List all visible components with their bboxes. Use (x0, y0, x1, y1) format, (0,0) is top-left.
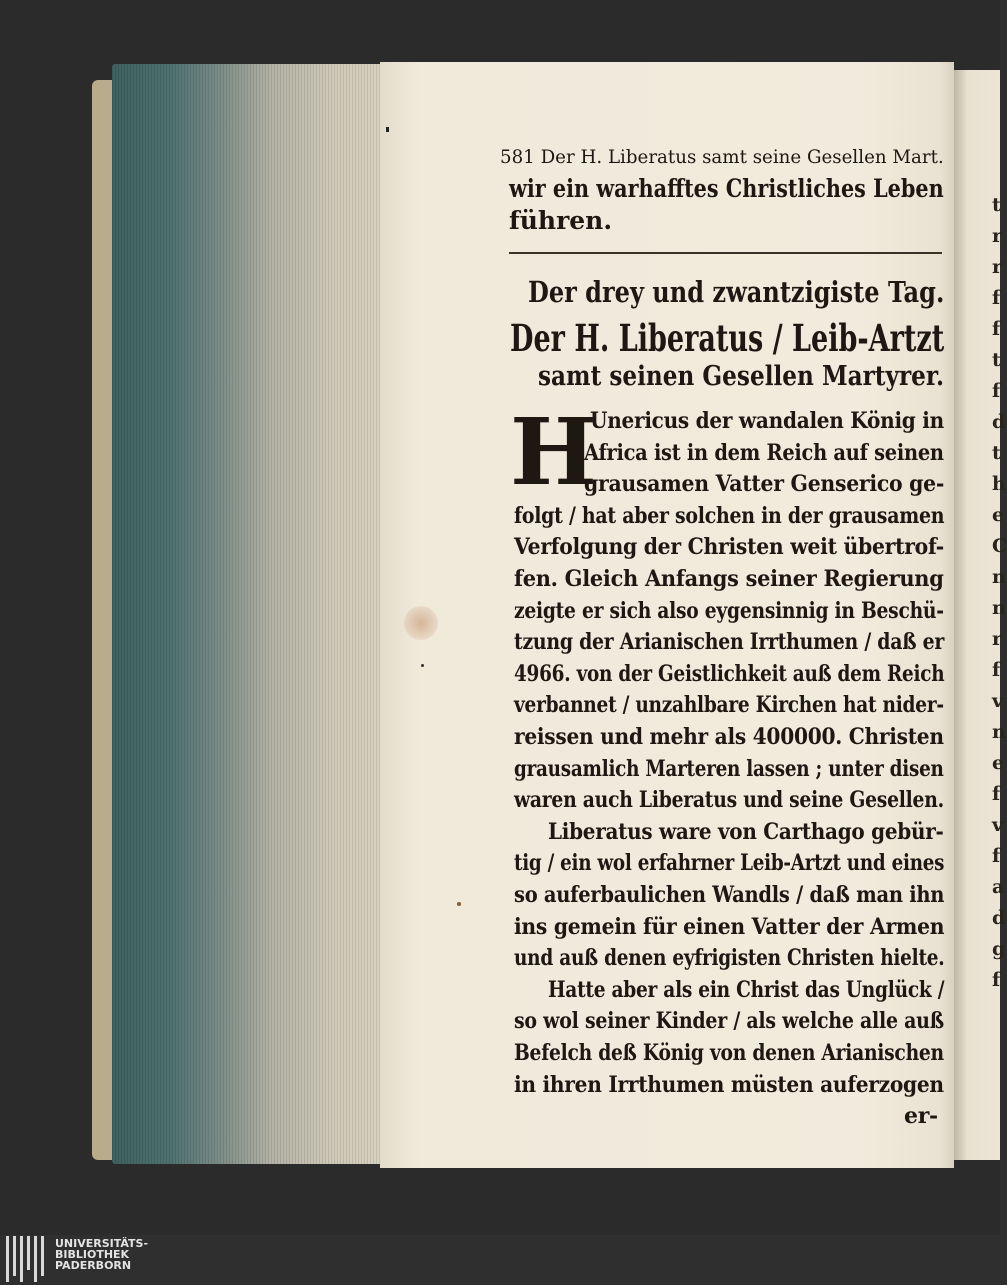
next-page-letter: t (992, 442, 1001, 464)
saint-title: Der H. Liberatus / Leib-Artzt (510, 316, 945, 360)
body-line: Befelch deß König von denen Arianischen (514, 1040, 944, 1066)
body-line: verbannet / unzahlbare Kirchen hat nider- (514, 692, 944, 719)
library-name-line: UNIVERSITÄTS- (55, 1237, 149, 1250)
body-line: ins gemein für einen Vatter der Armen (514, 913, 945, 940)
body-line: 4966. von der Geistlichkeit auß dem Reich (514, 660, 945, 687)
divider-rule (509, 252, 942, 254)
next-page-letters (992, 190, 1007, 996)
body-line: grausamen Vatter Genserico ge- (584, 471, 945, 498)
body-line: grausamlich Marteren lassen ; unter disen (514, 755, 944, 782)
library-name-line: PADERBORN (55, 1259, 132, 1272)
footer-bar (0, 1235, 1000, 1285)
next-page-letter: v (992, 814, 1004, 836)
next-page-letter: n (992, 566, 1006, 588)
next-page-letter: r (992, 628, 1003, 650)
next-page-letter: t (992, 194, 1001, 216)
next-page-letter: d (992, 907, 1006, 929)
body-line: in ihren Irrthumen müsten auferzogen (514, 1071, 944, 1098)
next-page-letter: r (992, 256, 1003, 278)
body-line: und auß denen eyfrigisten Christen hielte. (514, 945, 945, 972)
next-page-letter: v (992, 690, 1004, 712)
body-line: reissen und mehr als 400000. Christen (514, 724, 944, 750)
body-line: fen. Gleich Anfangs seiner Regierung (514, 566, 944, 592)
body-line: Hatte aber als ein Christ das Unglück / (548, 976, 945, 1003)
next-page-letter: f (992, 318, 1001, 340)
next-page-letter: g (992, 938, 1006, 960)
next-page-letter: t (992, 349, 1001, 371)
running-header: 581 Der H. Liberatus samt seine Gesellen Mart. (500, 146, 944, 168)
body-line: tig / ein wol erfahrner Leib-Artzt und eines (514, 850, 945, 877)
body-line: Africa ist in dem Reich auf seinen (584, 439, 944, 466)
next-page-letter: e (992, 504, 1005, 526)
body-line: waren auch Liberatus und seine Gesellen. (514, 787, 944, 814)
ink-mark (457, 902, 461, 906)
library-logo-icon (4, 1236, 48, 1284)
next-page-letter: r (992, 225, 1003, 247)
body-line: Unericus der wandalen König in (590, 408, 944, 434)
next-page-letter: n (992, 597, 1006, 619)
library-name (55, 1238, 148, 1271)
next-page-letter: a (992, 876, 1005, 898)
page-stain (404, 606, 438, 640)
next-page-letter: n (992, 721, 1006, 743)
body-line: Verfolgung der Christen weit übertrof- (514, 534, 944, 561)
carry-line: führen. (509, 206, 613, 235)
body-line: so auferbaulichen Wandls / daß man ihn (514, 882, 945, 908)
next-page-letter: C (992, 535, 1007, 557)
page-edges (112, 64, 384, 1164)
ink-mark (421, 664, 424, 667)
next-page-letter: h (992, 473, 1006, 495)
next-page-letter: f (992, 380, 1001, 402)
body-line: folgt / hat aber solchen in der grausamen (514, 502, 945, 529)
body-line: zeigte er sich also eygensinnig in Beschü- (514, 597, 944, 624)
next-page-letter: f (992, 659, 1001, 681)
library-name-line: BIBLIOTHEK (55, 1248, 130, 1261)
body-line: so wol seiner Kinder / als welche alle auß (514, 1008, 944, 1035)
next-page-letter: f (992, 845, 1001, 867)
next-page-letter: d (992, 411, 1006, 433)
next-page-letter: f (992, 969, 1001, 991)
body-line: er- (904, 1103, 938, 1130)
carry-line: wir ein warhafftes Christliches Leben (509, 174, 944, 203)
ink-mark (386, 127, 389, 132)
body-line: Liberatus ware von Carthago gebür- (548, 818, 944, 845)
next-page-letter: e (992, 752, 1005, 774)
saint-subtitle: samt seinen Gesellen Martyrer. (538, 361, 945, 392)
body-line: tzung der Arianischen Irrthumen / daß er (514, 629, 945, 656)
drop-cap: H (510, 398, 597, 506)
next-page-letter: f (992, 287, 1001, 309)
next-page-letter: f (992, 783, 1001, 805)
day-heading: Der drey und zwantzigiste Tag. (528, 275, 945, 309)
